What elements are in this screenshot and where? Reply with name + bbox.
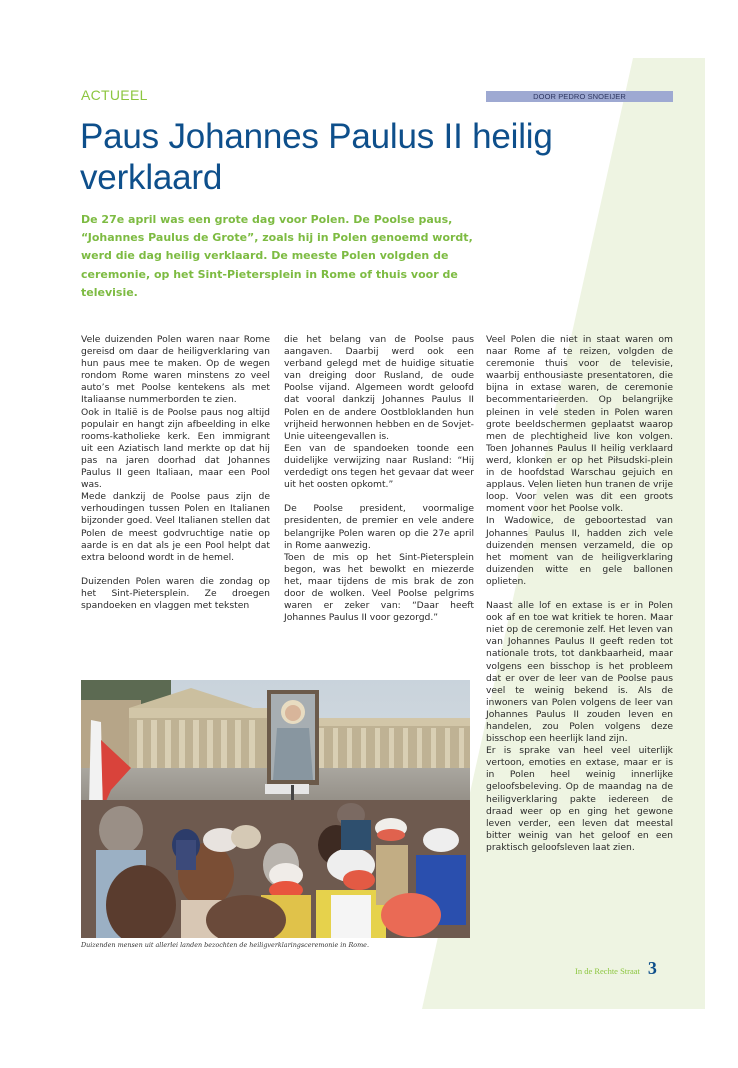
photo-caption: Duizenden mensen uit allerlei landen bezochten de heiligverklaringsceremonie in Rome. bbox=[81, 941, 369, 949]
author-bar bbox=[486, 91, 673, 102]
paragraph: Naast alle lof en extase is er in Polen ook af en toe wat kritiek te horen. Maar niet op de ceremonie zelf. Het leven van van Johannes Paulus II geeft reden tot nationale trots, tot dankbaarheid, maar volgens een bisschop is het probleem dat er over de leer van de Poolse paus veel te weinig bekend is. Als de inwoners van Polen volgens de leer van Johannes Paulus II zouden leven en handelen, zou Polen volgens deze bisschop een heerlijk land zijn. bbox=[486, 600, 673, 745]
paragraph: Toen de mis op het Sint-Pietersplein begon, was het bewolkt en miezerde het, maar tijdens de mis brak de zon door de wolken. Veel Poolse pelgrims waren er zeker van: “Daar heeft Johannes Paulus II voor gezorgd.” bbox=[284, 551, 474, 624]
paragraph: Vele duizenden Polen waren naar Rome gereisd om daar de heiligverklaring van hun paus mee te maken. Op de wegen rondom Rome waren minstens zo veel auto’s met Poolse kentekens als met Italiaanse nummerborden te zien. bbox=[81, 334, 270, 406]
paragraph: In Wadowice, de geboortestad van Johannes Paulus II, hadden zich vele duizenden mensen verzameld, die op het moment van de heiligverklaring duizenden witte en gele ballonen oplieten. bbox=[486, 515, 673, 587]
paragraph: De Poolse president, voormalige presidenten, de premier en vele andere belangrijke Polen waren op die 27e april in Rome aanwezig. bbox=[284, 503, 474, 551]
paragraph: Veel Polen die niet in staat waren om naar Rome af te reizen, volgden de ceremonie thuis voor de televisie, waarbij enthousiaste presentatoren, die bijna in extase waren, de ceremonie becommentarieerden. Op belangrijke pleinen in vele steden in Polen waren grote beeldschermen geplaatst waarop men de plechtigheid live kon volgen. Toen Johannes Paulus II heilig verklaard werd, klonken er op het Piłsudski-plein in de hoofdstad Warschau gejuich en applaus. Velen lieten hun tranen de vrije loop. Voor velen was dit een groots moment voor het Poolse volk. bbox=[486, 334, 673, 515]
paragraph: die het belang van de Poolse paus aangaven. Daarbij werd ook een verband gelegd met de huidige situatie van dreiging door Rusland, de oude Poolse vijand. Algemeen wordt geloofd dat vooral dankzij Johannes Paulus II Polen en de andere Oostbloklanden hun vrijheid herwonnen hebben en de Sovjet-Unie uiteengevallen is. bbox=[284, 334, 474, 442]
crowd-photo bbox=[81, 680, 470, 938]
page-footer bbox=[575, 958, 657, 979]
paragraph: Ook in Italië is de Poolse paus nog altijd populair en hangt zijn afbeelding in elke rooms-katholieke kerk. Een immigrant uit een Aziatisch land merkte op dat hij pas na jaren doorhad dat Johannes Paulus II geen Italiaan, maar een Pool was. bbox=[81, 406, 270, 491]
section-label: ACTUEEL bbox=[81, 87, 148, 103]
text-column-2 bbox=[284, 334, 474, 624]
article-title: Paus Johannes Paulus II heilig verklaard bbox=[80, 117, 553, 197]
author-name: DOOR PEDRO SNOEIJER bbox=[533, 92, 626, 101]
paragraph: Duizenden Polen waren die zondag op het Sint-Pietersplein. Ze droegen spandoeken en vlaggen met teksten bbox=[81, 575, 270, 612]
text-column-1 bbox=[81, 334, 270, 612]
paragraph: Er is sprake van heel veel uiterlijk vertoon, emoties en extase, maar er is in Polen heel weinig innerlijke geloofsbeleving. Op de maandag na de heiligverklaring pakte iedereen de draad weer op en ging het gewone leven verder, een leven dat meestal bitter weinig van het geloof en een praktisch geloofsleven laat zien. bbox=[486, 745, 673, 853]
magazine-name: In de Rechte Straat bbox=[575, 966, 640, 976]
paragraph: Een van de spandoeken toonde een duidelijke verwijzing naar Rusland: “Hij verdedigt ons tegen het gevaar dat weer uit het oosten opkomt.” bbox=[284, 442, 474, 491]
photo-illustration bbox=[81, 680, 470, 938]
lead-paragraph: De 27e april was een grote dag voor Polen. De Poolse paus, “Johannes Paulus de Grote”, zoals hij in Polen genoemd wordt, werd die dag heilig verklaard. De meeste Polen volgden de ceremonie, op het Sint-Pietersplein in Rome of thuis voor de televisie. bbox=[81, 213, 473, 299]
page-number: 3 bbox=[647, 958, 657, 978]
paragraph: Mede dankzij de Poolse paus zijn de verhoudingen tussen Polen en Italianen bijzonder goed. Veel Italianen stellen dat Polen de meest godvruchtige natie op aarde is en dat als je een Pool helpt dat extra beloond wordt in de hemel. bbox=[81, 491, 270, 563]
text-column-3 bbox=[486, 334, 673, 854]
